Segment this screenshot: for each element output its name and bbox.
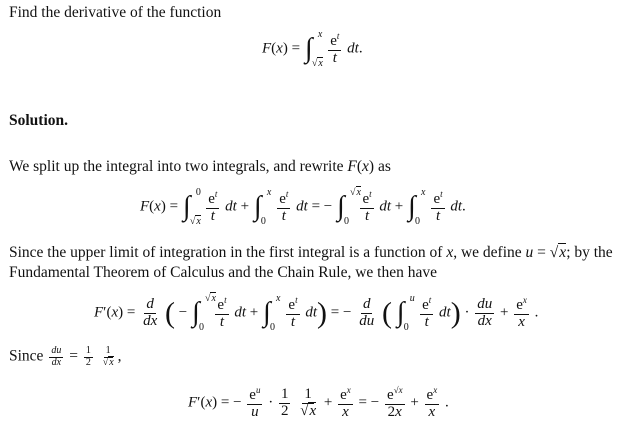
equation-final: F′(x) = − $\frac{e^u}{u}$ · $\frac{1}{2}$ $\frac{1}{√x}$ + $\frac{e^x}{x}$ = − $\frac{e^{√x}}{2x}$ + $\frac{e^x}{x}$ . bbox=[188, 385, 449, 420]
problem-statement: Find the derivative of the function bbox=[9, 4, 222, 21]
equation-split: F(x) = ∫ 0 √x $\frac{e^t}{t}$ dt + ∫ x 0 $\frac{e^t}{t}$ dt = − ∫ √x 0 $\frac{e^t}{t}$ dt + ∫ x 0 $\frac{e^t}{t}$ dt. bbox=[140, 187, 466, 228]
since-word: Since bbox=[9, 347, 44, 365]
since-text-1: Since the upper limit of integration in the first integral is a function of bbox=[9, 244, 443, 261]
intro-text-end: as bbox=[377, 158, 391, 175]
since-paragraph-line-2: Fundamental Theorem of Calculus and the Chain Rule, we then have bbox=[9, 264, 438, 281]
since-by-the: ; by the bbox=[566, 244, 613, 261]
since-define: , we define bbox=[453, 244, 522, 261]
solution-heading: Solution. bbox=[9, 112, 69, 129]
intro-paragraph: We split up the integral into two integrals, and rewrite F(x) as bbox=[9, 158, 391, 175]
since-paragraph-line-1: Since the upper limit of integration in the first integral is a function of x, we define u = √x; by the bbox=[9, 244, 613, 261]
equation-chain-rule: F′(x) = $\frac{d}{dx}$ ( − ∫ √x 0 $\frac{e^t}{t}$ dt + ∫ x 0 $\frac{e^t}{t}$ dt) = − $\frac{d}{du}$ ( ∫ u 0 $\frac{e^t}{t}$ dt) · $\frac{du}{dx}$ + $\frac{e^x}{x}$ . bbox=[94, 293, 539, 334]
since-derivative-line: Since $\frac{du}{dx}$ = $\frac{1}{2}$ $\frac{1}{√x}$ , bbox=[9, 345, 122, 368]
equation-definition: F(x) = ∫ x √x $\frac{e^t}{t}$ dt. bbox=[262, 29, 363, 70]
intro-text: We split up the integral into two integrals, and rewrite bbox=[9, 158, 344, 175]
